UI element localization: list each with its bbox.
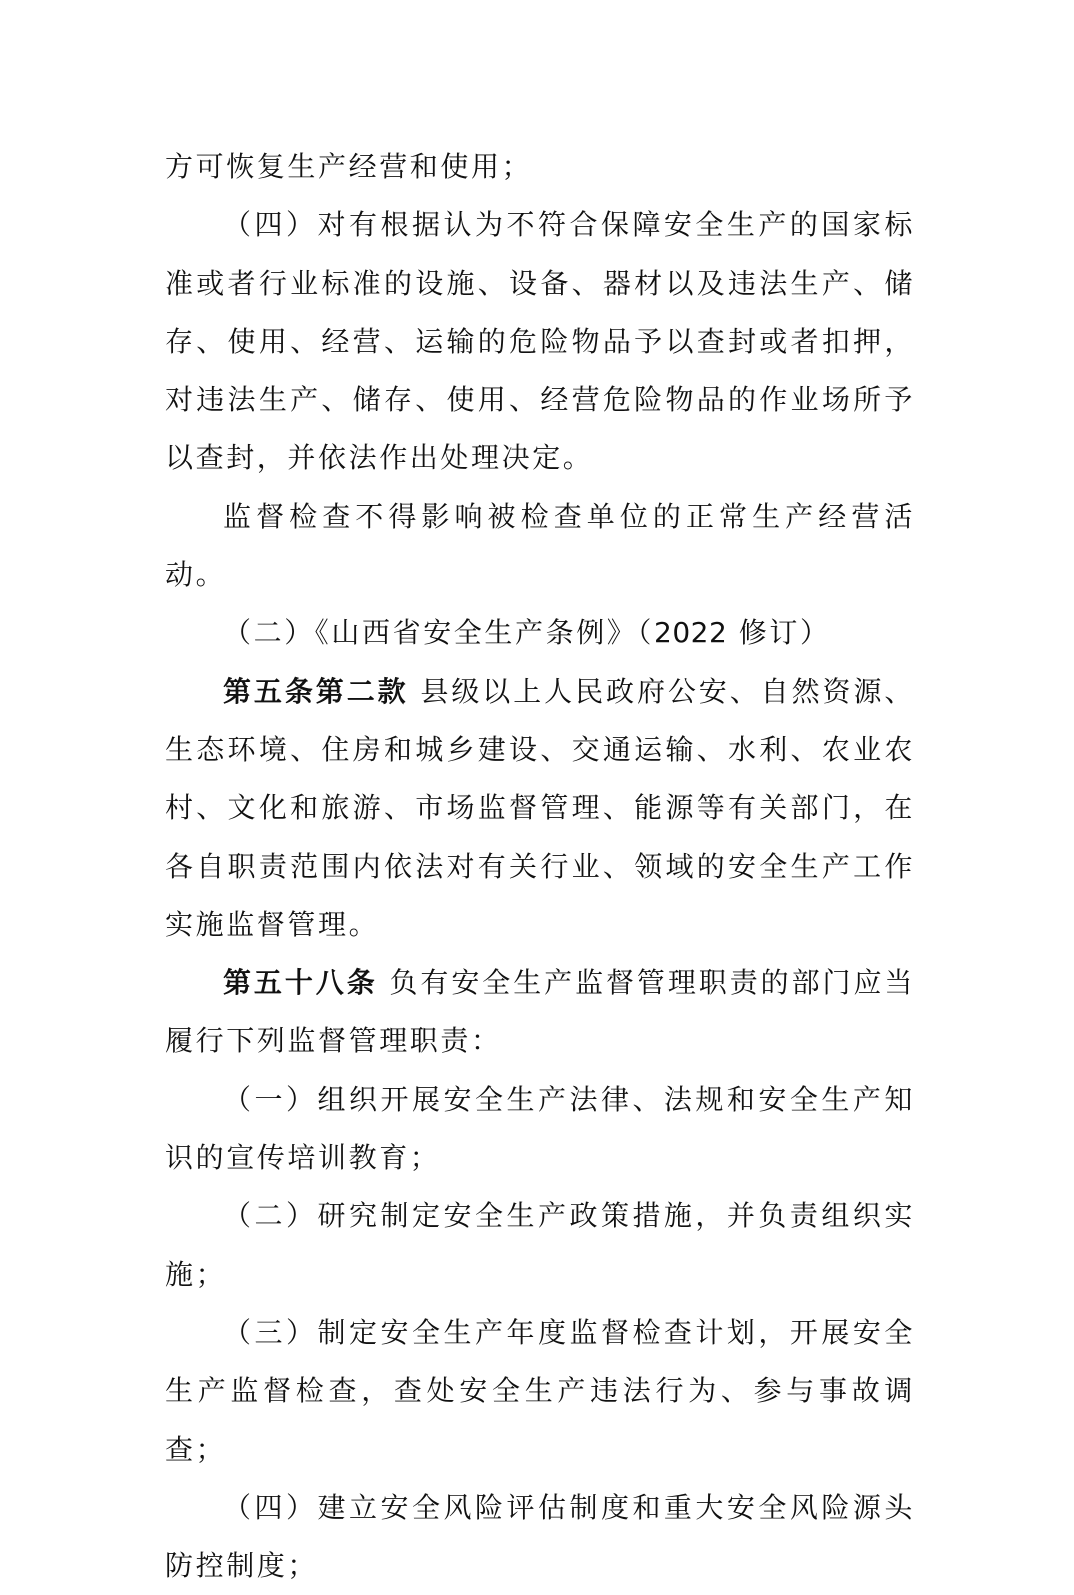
duty-item-one: （一）组织开展安全生产法律、法规和安全生产知识的宣传培训教育； [165,1082,915,1175]
section-heading-shanxi-regulation [165,604,915,662]
duty-item-two: （二）研究制定安全生产政策措施，并负责组织实施； [165,1199,915,1291]
document-body [165,138,915,1595]
article-58-label: 第五十八条 [223,966,378,1000]
section-heading-year: 2022 [654,616,728,650]
article-5-clause-2-label: 第五条第二款 [223,674,409,708]
paragraph-inspection-note: 监督检查不得影响被检查单位的正常生产经营活动。 [165,499,915,592]
paragraph-item-four: （四）对有根据认为不符合保障安全生产的国家标准或者行业标准的设施、设备、器材以及违法生产、储存、使用、经营、运输的危险物品予以查封或者扣押，对违法生产、储存、使用、经营危险物品的作业场所予以查封，并依法作出处理决定。 [165,208,915,475]
article-58 [165,954,915,1071]
duty-item-four: （四）建立安全风险评估制度和重大安全风险源头防控制度； [165,1490,915,1583]
section-heading-text: （二）《山西省安全生产条例》（ [223,616,655,650]
article-5-clause-2-text: 县级以上人民政府公安、自然资源、生态环境、住房和城乡建设、交通运输、水利、农业农村、文化和旅游、市场监督管理、能源等有关部门，在各自职责范围内依法对有关行业、领域的安全生产工作实施监督管理。 [165,674,915,941]
article-58-text: 负有安全生产监督管理职责的部门应当履行下列监督管理职责： [165,966,915,1058]
section-heading-suffix: 修订） [727,616,831,650]
paragraph-continuation: 方可恢复生产经营和使用； [165,150,533,183]
article-5-clause-2 [165,663,915,954]
duty-item-three: （三）制定安全生产年度监督检查计划，开展安全生产监督检查，查处安全生产违法行为、参与事故调查； [165,1315,915,1466]
